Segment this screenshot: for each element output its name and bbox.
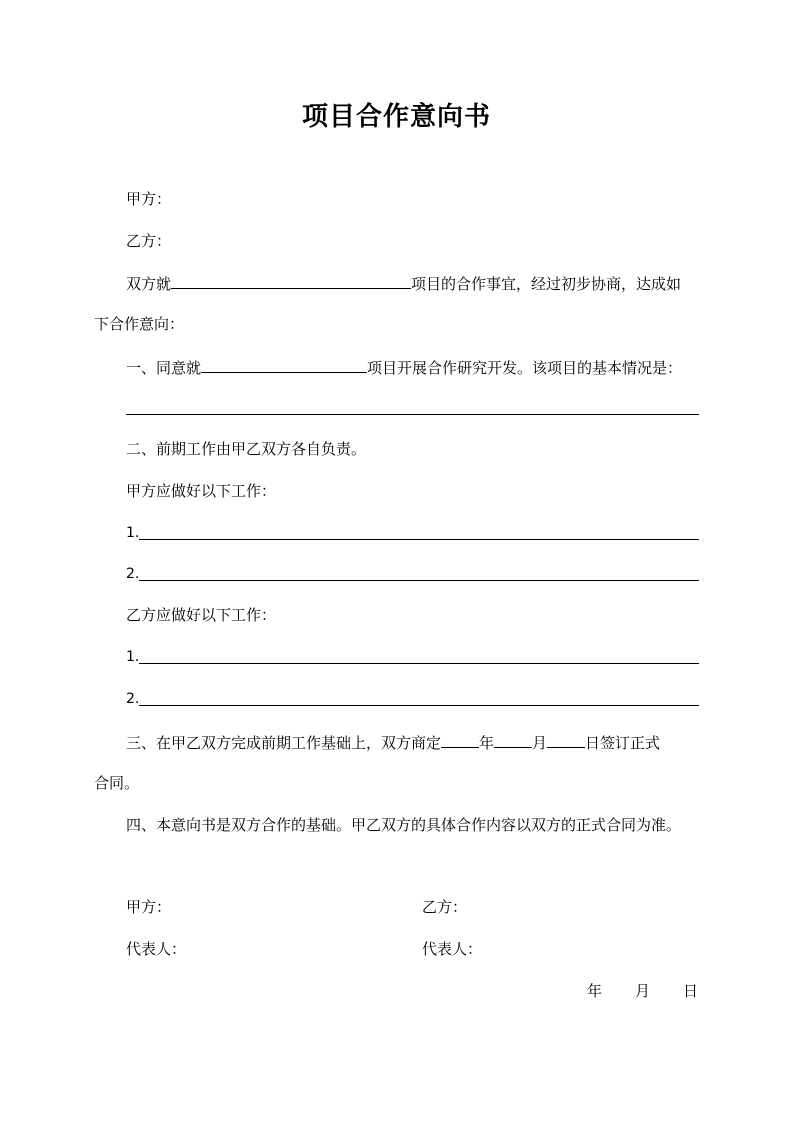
signature-party-b: 乙方： (422, 898, 468, 916)
party-a-label: 甲方： (126, 190, 172, 208)
party-a-item-2-number: 2. (126, 566, 140, 582)
clause-3-day-sign: 日签订正式 (585, 734, 661, 752)
signature-party-a: 甲方： (126, 898, 172, 916)
clause-2: 二、前期工作由甲乙双方各自负责。 (126, 440, 367, 458)
sign-date-day: 日 (683, 982, 699, 1000)
basic-info-blank-line[interactable] (126, 414, 699, 415)
party-a-work-heading: 甲方应做好以下工作： (126, 482, 277, 500)
party-b-item-1-blank[interactable] (139, 663, 699, 664)
clause-3-prefix: 三、在甲乙双方完成前期工作基础上，双方商定 (126, 734, 442, 752)
contract-month-blank[interactable] (494, 731, 532, 748)
party-a-item-1-blank[interactable] (139, 539, 699, 540)
clause-4: 四、本意向书是双方合作的基础。甲乙双方的具体合作内容以双方的正式合同为准。 (126, 816, 682, 834)
document-title: 项目合作意向书 (301, 102, 491, 132)
intro-prefix: 双方就 (126, 275, 172, 293)
clause-3-year: 年 (479, 734, 495, 752)
contract-day-blank[interactable] (547, 731, 585, 748)
party-b-item-2-number: 2. (126, 691, 140, 707)
intro-line (126, 272, 681, 294)
contract-year-blank[interactable] (441, 731, 479, 748)
project-name-blank[interactable] (171, 272, 411, 289)
clause-3-month: 月 (532, 734, 548, 752)
clause-3 (126, 731, 660, 753)
representative-a: 代表人： (126, 940, 187, 958)
party-b-label: 乙方： (126, 232, 172, 250)
intro-continuation: 下合作意向： (94, 315, 185, 333)
party-a-item-2-blank[interactable] (139, 580, 699, 581)
party-a-item-1-number: 1. (126, 525, 140, 541)
clause-3-continuation: 合同。 (94, 774, 140, 792)
representative-b: 代表人： (422, 940, 483, 958)
clause-1-suffix: 项目开展合作研究开发。该项目的基本情况是： (367, 359, 683, 377)
party-b-work-heading: 乙方应做好以下工作： (126, 606, 277, 624)
clause-1-project-blank[interactable] (201, 356, 367, 373)
sign-date-year: 年 (587, 982, 603, 1000)
party-b-item-1-number: 1. (126, 649, 140, 665)
intro-suffix: 项目的合作事宜，经过初步协商，达成如 (411, 275, 682, 293)
clause-1 (126, 356, 682, 378)
clause-1-prefix: 一、同意就 (126, 359, 202, 377)
party-b-item-2-blank[interactable] (139, 705, 699, 706)
sign-date-month: 月 (635, 982, 651, 1000)
